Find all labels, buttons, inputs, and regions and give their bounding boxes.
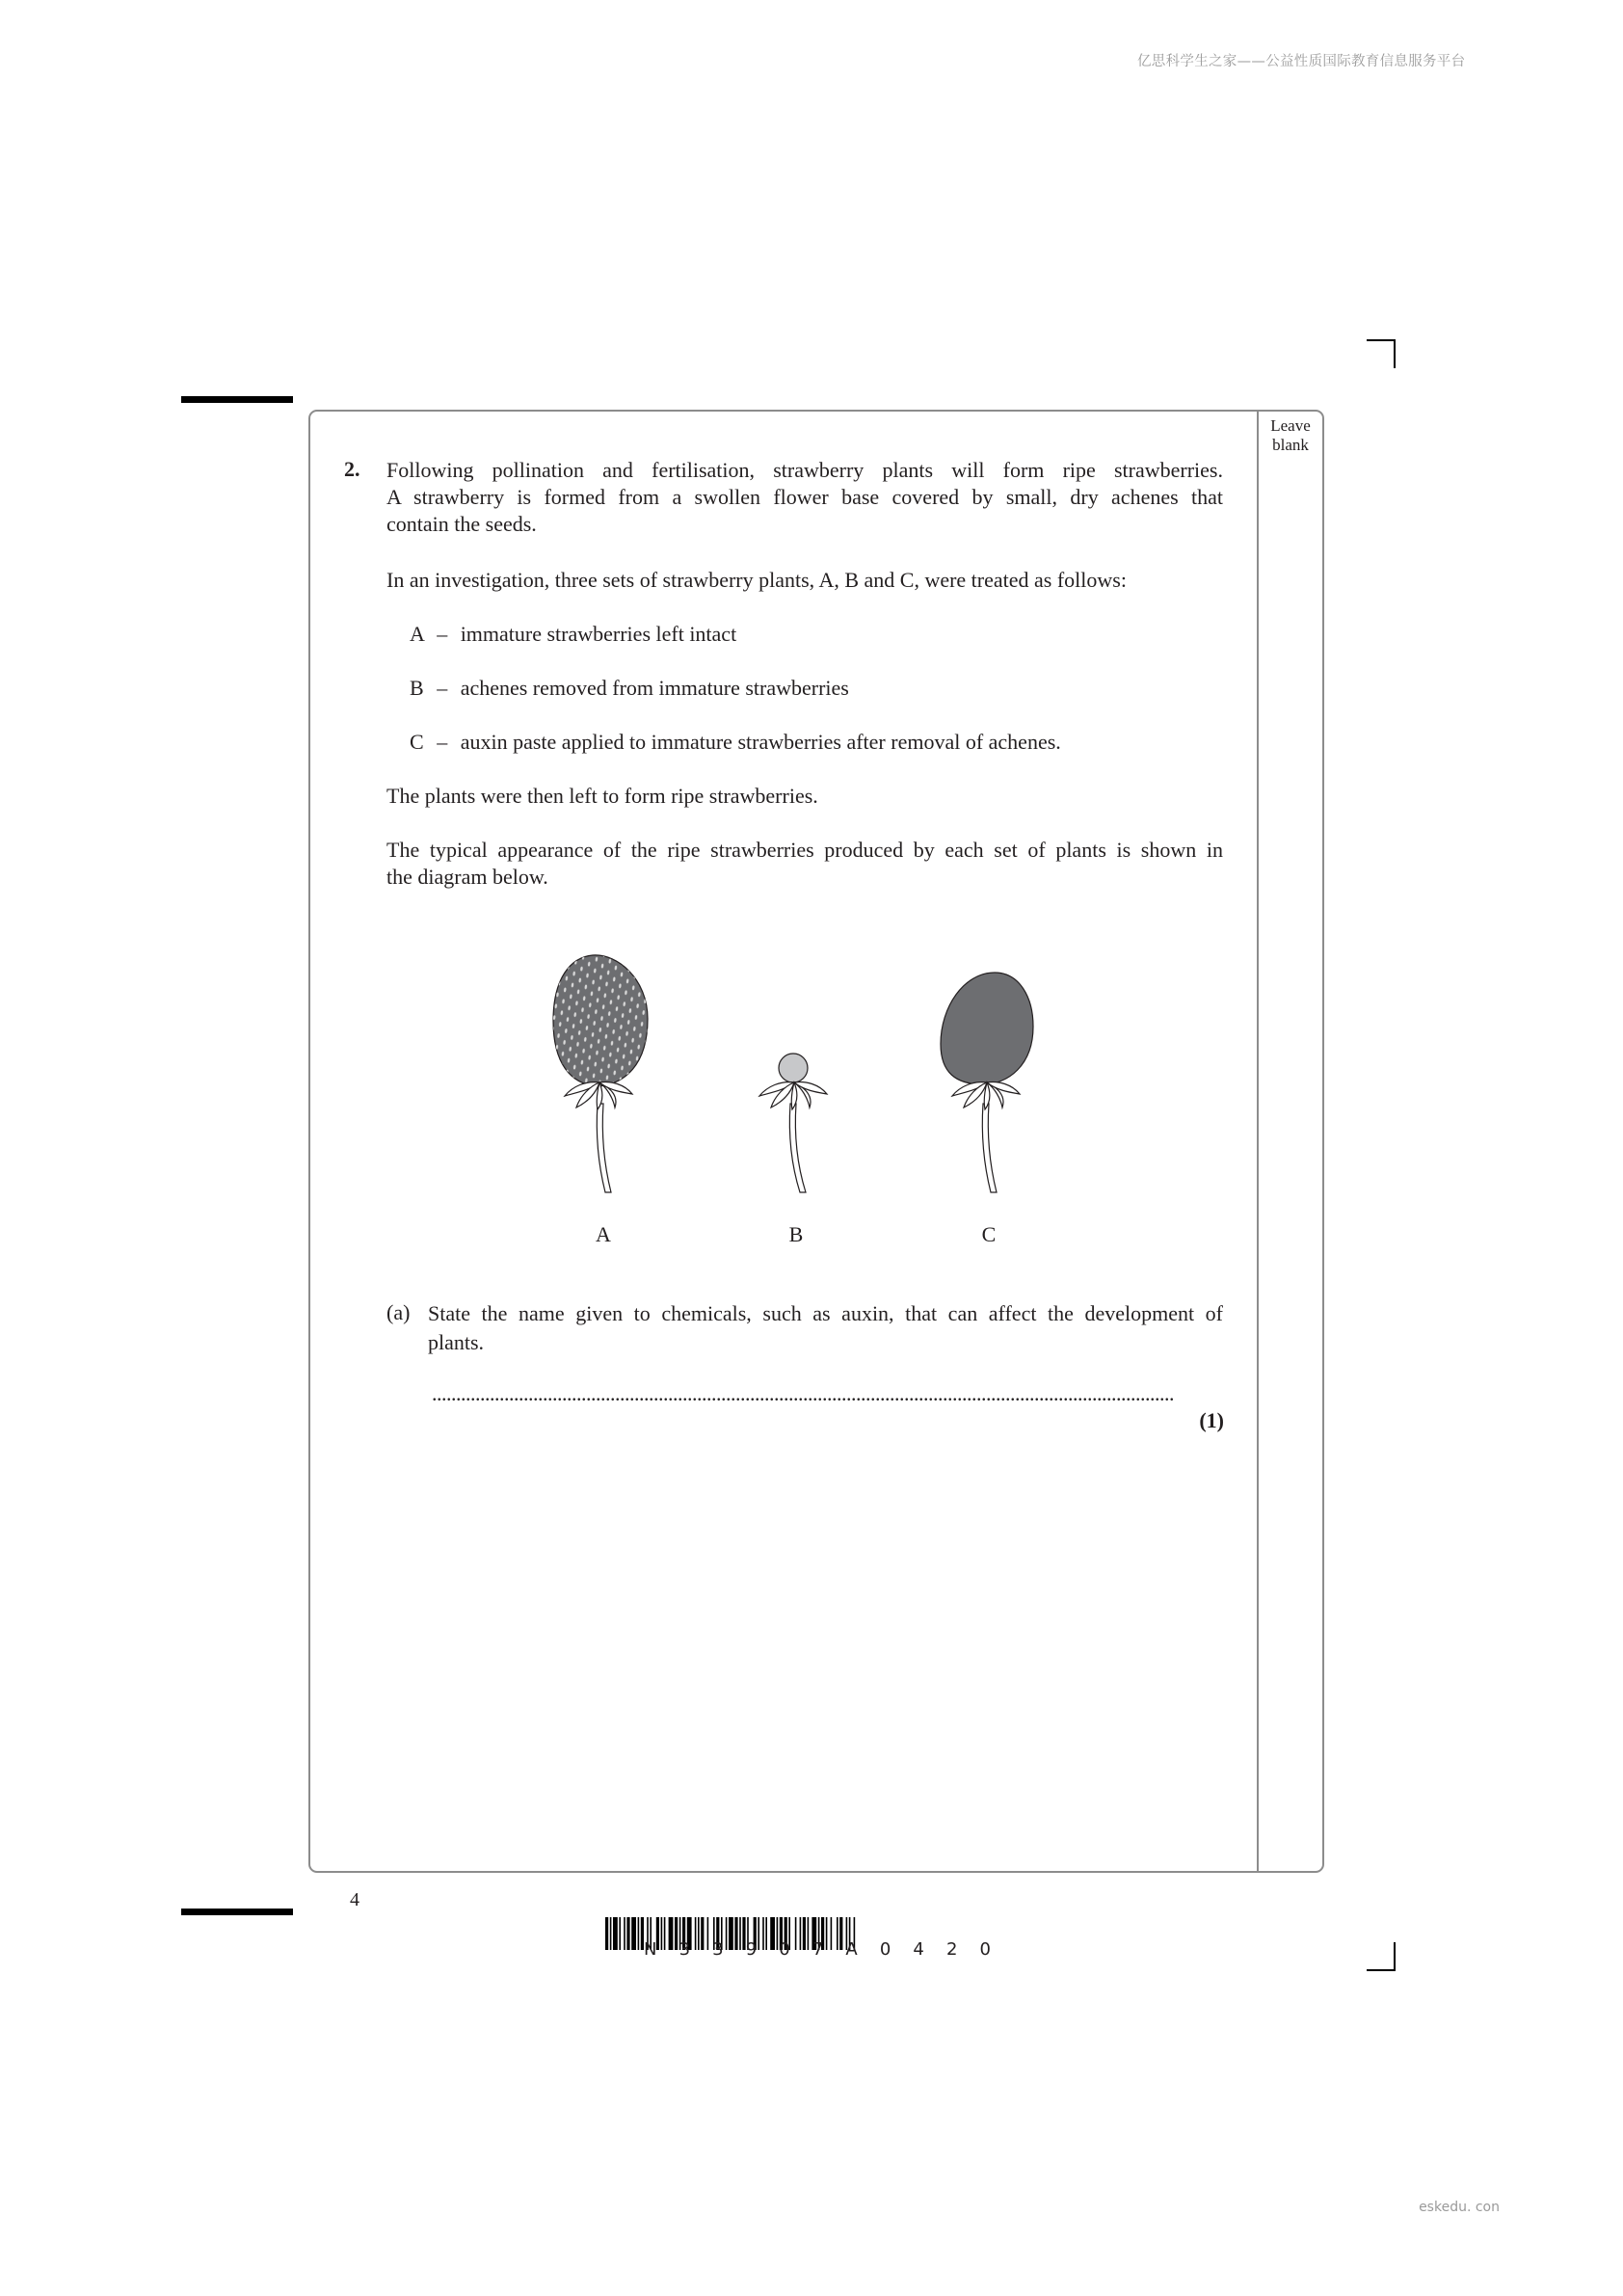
investigation-text: In an investigation, three sets of strawberry plants, A, B and C, were treated as follows: [386,568,1127,592]
appearance-paragraph [386,837,1223,891]
barcode-char: 0 [879,1939,891,1960]
part-a-question [428,1299,1223,1357]
barcode-char: 9 [745,1939,758,1960]
intro-line: Following pollination and fertilisation, strawberry plants will form ripe strawberries. [386,458,1223,482]
treatment-dash: – [437,730,448,754]
barcode-bar [605,1917,608,1950]
barcode-bar [610,1917,612,1950]
strawberry-diagram [520,940,1060,1248]
treatment-b [410,675,849,702]
treatment-text: auxin paste applied to immature strawberries after removal of achenes. [460,730,1061,754]
question-number: 2. [344,457,360,481]
blank-text: blank [1272,436,1309,454]
answer-line[interactable]: .......................................................................................................................................................... [432,1381,1174,1405]
leave-text: Leave [1270,416,1311,435]
treatment-dash: – [437,622,448,646]
strawberry-a [553,955,648,1192]
treatment-c [410,729,1061,756]
barcode-text [644,1939,991,1960]
watermark-top: 亿思科学生之家——公益性质国际教育信息服务平台 [1137,54,1466,69]
page-number: 4 [350,1889,359,1910]
treatment-a [410,621,736,648]
intro-line: contain the seeds. [386,512,537,536]
diagram-label-b: B [788,1222,804,1246]
barcode-bar [624,1917,625,1950]
barcode-bar [613,1917,618,1950]
margin-bar-top [181,396,293,403]
barcode-char: A [845,1939,858,1960]
appearance-line: The typical appearance of the ripe strawberries produced by each set of plants is shown in [386,838,1223,862]
barcode-char: 7 [812,1939,824,1960]
appearance-line: the diagram below. [386,865,548,889]
barcode-char: N [644,1939,657,1960]
barcode-char: 3 [712,1939,724,1960]
barcode-bar [626,1917,629,1950]
barcode-bar [631,1917,636,1950]
crop-mark-top-horizontal [1367,339,1396,341]
part-a-line: State the name given to chemicals, such as auxin, that can affect the development of [428,1301,1223,1325]
intro-line: A strawberry is formed from a swollen flower base covered by small, dry achenes that [386,485,1223,509]
treatment-letter: A [410,622,424,646]
treatment-dash: – [437,676,448,700]
part-a-label: (a) [386,1300,411,1324]
strawberry-c [941,973,1033,1192]
barcode-char: 4 [913,1939,924,1960]
diagram-label-a: A [596,1222,611,1246]
treatment-letter: B [410,676,424,700]
treatment-letter: C [410,730,424,754]
intro-paragraph [386,457,1223,538]
barcode-char: 0 [979,1939,991,1960]
margin-bar-bottom [181,1909,293,1915]
barcode-char: 3 [678,1939,691,1960]
crop-mark-bottom-horizontal [1367,1969,1396,1971]
part-a-line: plants. [428,1330,485,1354]
watermark-bottom: eskedu. con [1419,2200,1500,2215]
strawberry-b [759,1054,827,1192]
mark-allocation: (1) [1199,1408,1224,1432]
barcode-char: 0 [779,1939,790,1960]
barcode-char: 2 [945,1939,958,1960]
leave-blank-label [1259,416,1322,455]
leave-blank-divider [1257,412,1259,1871]
diagram-label-c: C [981,1222,997,1246]
crop-mark-bottom-vertical [1394,1942,1396,1971]
barcode-bar [638,1917,640,1950]
left-to-form-text: The plants were then left to form ripe strawberries. [386,784,818,808]
crop-mark-top-vertical [1394,339,1396,368]
treatment-text: immature strawberries left intact [460,622,737,646]
barcode-bar [619,1917,621,1950]
treatment-text: achenes removed from immature strawberries [460,676,849,700]
